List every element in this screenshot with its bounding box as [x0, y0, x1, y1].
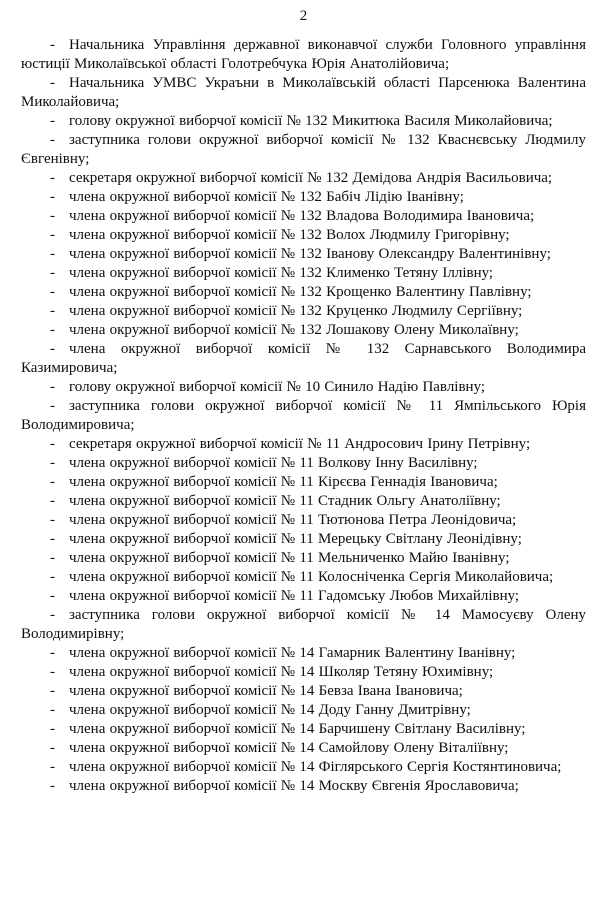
list-item-text: члена окружної виборчої комісії № 14 Школяр Тетяну Юхимівну;	[69, 664, 494, 680]
list-item-text: секретаря окружної виборчої комісії № 11 Андросович Ірину Петрівну;	[69, 436, 531, 452]
list-item	[21, 720, 586, 739]
list-item	[21, 378, 586, 397]
marker-tab-spacer	[55, 770, 69, 771]
list-marker: -	[50, 303, 55, 319]
marker-tab-spacer	[55, 599, 69, 600]
list-item-text: члена окружної виборчої комісії № 11 Волкову Інну Василівну;	[69, 455, 478, 471]
list-item-text: члена окружної виборчої комісії № 132 Крощенко Валентину Павлівну;	[69, 284, 532, 300]
list-marker: -	[50, 113, 55, 129]
list-marker: -	[50, 189, 55, 205]
list-marker: -	[50, 284, 55, 300]
list-marker: -	[50, 436, 55, 452]
list-item-text: члена окружної виборчої комісії № 14 Бевза Івана Івановича;	[69, 683, 463, 699]
list-item-text: члена окружної виборчої комісії № 132 Круценко Людмилу Сергіївну;	[69, 303, 523, 319]
marker-tab-spacer	[55, 257, 69, 258]
list-item	[21, 340, 586, 378]
marker-tab-spacer	[55, 504, 69, 505]
list-item-text: члена окружної виборчої комісії № 11 Тютюнова Петра Леонідовича;	[69, 512, 517, 528]
list-marker: -	[50, 759, 55, 775]
list-item-text: заступника голови окружної виборчої комісії № 132 Кваснєвську Людмилу Євгенівну;	[21, 132, 586, 167]
list-item-text: члена окружної виборчої комісії № 14 Барчишену Світлану Василівну;	[69, 721, 526, 737]
list-marker: -	[50, 75, 55, 91]
list-item	[21, 739, 586, 758]
list-item-text: члена окружної виборчої комісії № 14 Москву Євгенія Ярославовича;	[69, 778, 519, 794]
list-item	[21, 454, 586, 473]
list-item	[21, 492, 586, 511]
list-marker: -	[50, 607, 55, 623]
list-item	[21, 549, 586, 568]
list-marker: -	[50, 512, 55, 528]
list-item-text: заступника голови окружної виборчої комісії № 14 Мамосуєву Олену Володимирівну;	[21, 607, 586, 642]
list-item	[21, 207, 586, 226]
list-marker: -	[50, 132, 55, 148]
list-item	[21, 397, 586, 435]
list-item-text: члена окружної виборчої комісії № 132 Клименко Тетяну Іллівну;	[69, 265, 494, 281]
list-item	[21, 112, 586, 131]
list-item	[21, 131, 586, 169]
list-item	[21, 644, 586, 663]
list-item	[21, 169, 586, 188]
list-item-text: члена окружної виборчої комісії № 132 Владова Володимира Івановича;	[69, 208, 535, 224]
list-marker: -	[50, 702, 55, 718]
marker-tab-spacer	[55, 447, 69, 448]
marker-tab-spacer	[55, 124, 69, 125]
list-item-text: голову окружної виборчої комісії № 132 Микитюка Василя Миколайовича;	[69, 113, 553, 129]
list-marker: -	[50, 227, 55, 243]
list-item	[21, 74, 586, 112]
marker-tab-spacer	[55, 314, 69, 315]
list-item-text: члена окружної виборчої комісії № 11 Мерецьку Світлану Леонідівну;	[69, 531, 522, 547]
marker-tab-spacer	[55, 713, 69, 714]
marker-tab-spacer	[55, 694, 69, 695]
list-item	[21, 283, 586, 302]
list-item-text: члена окружної виборчої комісії № 11 Кірєєва Геннадія Івановича;	[69, 474, 498, 490]
list-marker: -	[50, 588, 55, 604]
list-item	[21, 758, 586, 777]
list-item-text: Начальника УМВС Украъни в Миколаївській області Парсенюка Валентина Миколайовича;	[21, 75, 586, 110]
list-marker: -	[50, 322, 55, 338]
list-item-text: члена окружної виборчої комісії № 132 Сарнавського Володимира Казимировича;	[21, 341, 586, 376]
list-marker: -	[50, 550, 55, 566]
list-item-text: члена окружної виборчої комісії № 132 Бабіч Лідію Іванівну;	[69, 189, 464, 205]
list-item	[21, 568, 586, 587]
list-marker: -	[50, 569, 55, 585]
list-item-text: члена окружної виборчої комісії № 132 Лошакову Олену Миколаївну;	[69, 322, 519, 338]
list-item-text: секретаря окружної виборчої комісії № 132 Демідова Андрія Васильовича;	[69, 170, 553, 186]
list-marker: -	[50, 683, 55, 699]
list-item-text: члена окружної виборчої комісії № 11 Мельниченко Майю Іванівну;	[69, 550, 510, 566]
list-item	[21, 245, 586, 264]
list-marker: -	[50, 721, 55, 737]
list-marker: -	[50, 265, 55, 281]
marker-tab-spacer	[55, 333, 69, 334]
list-marker: -	[50, 531, 55, 547]
list-item	[21, 226, 586, 245]
list-item	[21, 435, 586, 454]
list-marker: -	[50, 246, 55, 262]
list-item	[21, 587, 586, 606]
list-marker: -	[50, 37, 55, 53]
list-item-text: заступника голови окружної виборчої комісії № 11 Ямпільського Юрія Володимировича;	[21, 398, 586, 433]
list-item-text: члена окружної виборчої комісії № 132 Іванову Олександру Валентинівну;	[69, 246, 551, 262]
list-item	[21, 473, 586, 492]
list-item-text: Начальника Управління державної виконавчої служби Головного управління юстиції Миколаївської області Голотребчука Юрія Анатолійовича;	[21, 37, 586, 72]
list-marker: -	[50, 778, 55, 794]
list-item-text: члена окружної виборчої комісії № 14 Самойлову Олену Віталіївну;	[69, 740, 509, 756]
marker-tab-spacer	[55, 466, 69, 467]
marker-tab-spacer	[55, 656, 69, 657]
marker-tab-spacer	[55, 485, 69, 486]
marker-tab-spacer	[55, 732, 69, 733]
list-item	[21, 682, 586, 701]
list-item-text: члена окружної виборчої комісії № 14 Доду Ганну Дмитрівну;	[69, 702, 471, 718]
list-marker: -	[50, 455, 55, 471]
marker-tab-spacer	[55, 390, 69, 391]
marker-tab-spacer	[55, 789, 69, 790]
list-item	[21, 321, 586, 340]
list-item	[21, 302, 586, 321]
list-marker: -	[50, 740, 55, 756]
marker-tab-spacer	[55, 352, 69, 353]
marker-tab-spacer	[55, 409, 69, 410]
marker-tab-spacer	[55, 295, 69, 296]
marker-tab-spacer	[55, 48, 69, 49]
list-item	[21, 530, 586, 549]
list-item	[21, 264, 586, 283]
marker-tab-spacer	[55, 238, 69, 239]
marker-tab-spacer	[55, 523, 69, 524]
list-marker: -	[50, 379, 55, 395]
list-item	[21, 36, 586, 74]
marker-tab-spacer	[55, 542, 69, 543]
list-marker: -	[50, 170, 55, 186]
list-marker: -	[50, 474, 55, 490]
marker-tab-spacer	[55, 675, 69, 676]
list-item	[21, 606, 586, 644]
list-item-text: члена окружної виборчої комісії № 14 Фіглярського Сергія Костянтиновича;	[69, 759, 562, 775]
marker-tab-spacer	[55, 276, 69, 277]
marker-tab-spacer	[55, 219, 69, 220]
list-item-text: члена окружної виборчої комісії № 132 Волох Людмилу Григорівну;	[69, 227, 510, 243]
list-item	[21, 188, 586, 207]
marker-tab-spacer	[55, 86, 69, 87]
marker-tab-spacer	[55, 143, 69, 144]
list-item-text: члена окружної виборчої комісії № 11 Гадомську Любов Михайлівну;	[69, 588, 520, 604]
list-item-text: члена окружної виборчої комісії № 11 Стадник Ольгу Анатоліївну;	[69, 493, 501, 509]
list-item	[21, 701, 586, 720]
list-marker: -	[50, 341, 55, 357]
list-marker: -	[50, 208, 55, 224]
page-number: 2	[299, 8, 308, 24]
list-item	[21, 777, 586, 796]
marker-tab-spacer	[55, 618, 69, 619]
marker-tab-spacer	[55, 200, 69, 201]
marker-tab-spacer	[55, 561, 69, 562]
list-marker: -	[50, 645, 55, 661]
marker-tab-spacer	[55, 580, 69, 581]
list-item-text: члена окружної виборчої комісії № 11 Колосніченка Сергія Миколайовича;	[69, 569, 554, 585]
list-item	[21, 663, 586, 682]
list-marker: -	[50, 493, 55, 509]
document-body	[21, 36, 586, 796]
list-item-text: голову окружної виборчої комісії № 10 Синило Надію Павлівну;	[69, 379, 486, 395]
marker-tab-spacer	[55, 751, 69, 752]
list-item	[21, 511, 586, 530]
list-marker: -	[50, 664, 55, 680]
list-marker: -	[50, 398, 55, 414]
marker-tab-spacer	[55, 181, 69, 182]
list-item-text: члена окружної виборчої комісії № 14 Гамарник Валентину Іванівну;	[69, 645, 516, 661]
